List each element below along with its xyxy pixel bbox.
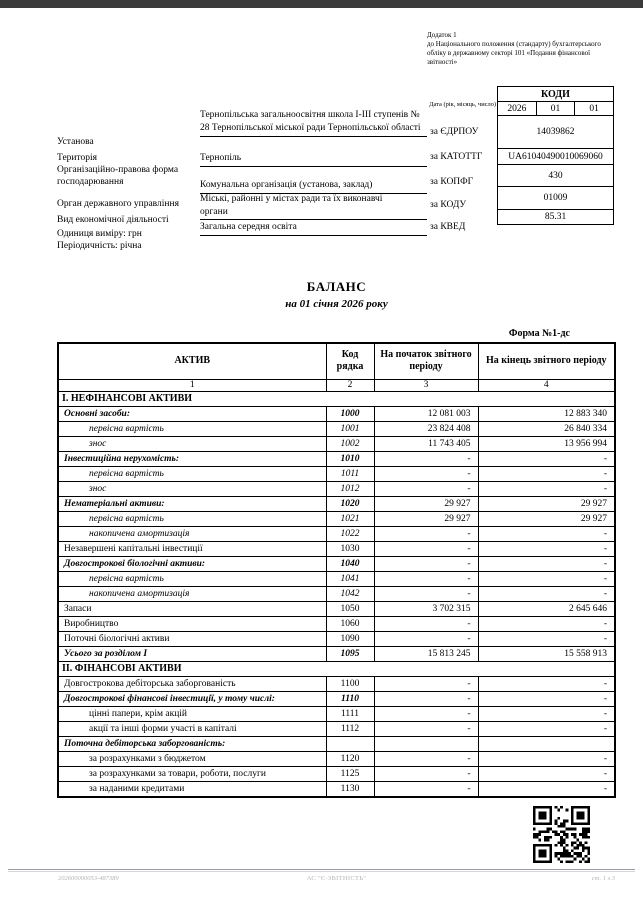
code-label-kved: за КВЕД: [430, 222, 466, 232]
table-row: [58, 571, 615, 586]
field-value-vyd: Загальна середня освіта: [200, 221, 427, 236]
row-value-start: 23 824 408: [374, 421, 478, 436]
field-label-vyd: Вид економічної діяльності: [57, 215, 169, 225]
field-value-orhan: Міські, районні у містах ради та їх виконавчі органи: [200, 194, 383, 217]
codes-title: КОДИ: [497, 86, 614, 102]
table-row: [58, 616, 615, 631]
row-value-end: -: [478, 676, 615, 691]
row-label: за розрахунками з бюджетом: [58, 751, 326, 766]
row-value-end: 12 883 340: [478, 406, 615, 421]
row-label: Виробництво: [58, 616, 326, 631]
row-label: Інвестиційна нерухомість:: [58, 451, 326, 466]
row-value-start: 15 813 245: [374, 646, 478, 661]
column-number: 4: [478, 379, 615, 391]
row-code: 1090: [326, 631, 374, 646]
row-value-end: -: [478, 721, 615, 736]
row-value-start: -: [374, 721, 478, 736]
section-label: ІІ. ФІНАНСОВІ АКТИВИ: [58, 661, 615, 676]
row-value-start: -: [374, 766, 478, 781]
footer-divider: [8, 869, 635, 872]
column-header-aktiv: АКТИВ: [58, 343, 326, 379]
table-row: [58, 691, 615, 706]
appendix-line: обліку в державному секторі 101 «Подання фінансової: [427, 49, 591, 57]
row-label: за розрахунками за товари, роботи, послуги: [58, 766, 326, 781]
appendix-line: до Національного положення (стандарту) бухгалтерського: [427, 40, 601, 48]
row-value-end: [478, 736, 615, 751]
code-label-kodu: за КОДУ: [430, 200, 467, 210]
column-header-start: На початок звітного періоду: [374, 343, 478, 379]
code-label-edrpou: за ЄДРПОУ: [430, 127, 479, 137]
table-row: [58, 556, 615, 571]
column-number: 2: [326, 379, 374, 391]
qr-code: [533, 806, 590, 863]
row-label: накопичена амортизація: [58, 586, 326, 601]
row-value-start: -: [374, 631, 478, 646]
column-number: 3: [374, 379, 478, 391]
row-code: 1021: [326, 511, 374, 526]
row-value-start: -: [374, 466, 478, 481]
row-label: Усього за розділом І: [58, 646, 326, 661]
row-value-end: -: [478, 556, 615, 571]
row-value-end: -: [478, 751, 615, 766]
appendix-note: [427, 31, 632, 67]
row-label: Запаси: [58, 601, 326, 616]
row-value-start: 11 743 405: [374, 436, 478, 451]
row-code: 1001: [326, 421, 374, 436]
codes-date-row: [497, 101, 614, 116]
table-row: [58, 721, 615, 736]
row-value-start: -: [374, 751, 478, 766]
row-code: 1022: [326, 526, 374, 541]
title-block: [57, 279, 616, 310]
row-code: 1040: [326, 556, 374, 571]
table-row: [58, 736, 615, 751]
row-code: 1030: [326, 541, 374, 556]
row-value-start: -: [374, 706, 478, 721]
date-day: 01: [574, 102, 613, 115]
section-label: І. НЕФІНАНСОВІ АКТИВИ: [58, 391, 615, 406]
row-value-end: 13 956 994: [478, 436, 615, 451]
row-code: 1041: [326, 571, 374, 586]
row-code: 1002: [326, 436, 374, 451]
row-value-end: -: [478, 481, 615, 496]
row-code: 1011: [326, 466, 374, 481]
row-value-end: -: [478, 586, 615, 601]
code-label-katottg: за КАТОТТГ: [430, 152, 483, 162]
row-label: Довгострокові біологічні активи:: [58, 556, 326, 571]
row-label: первісна вартість: [58, 421, 326, 436]
footer-page-number: ст. 1 з 3: [591, 875, 615, 882]
row-value-end: 15 558 913: [478, 646, 615, 661]
row-value-end: 29 927: [478, 496, 615, 511]
row-label: первісна вартість: [58, 571, 326, 586]
row-value-end: -: [478, 571, 615, 586]
row-value-end: -: [478, 691, 615, 706]
row-value-start: -: [374, 526, 478, 541]
table-row: [58, 766, 615, 781]
table-row: [58, 421, 615, 436]
table-row: [58, 781, 615, 797]
table-row: [58, 751, 615, 766]
code-kved-value: 85.31: [497, 209, 614, 225]
code-katottg-value: UA61040490010069060: [497, 148, 614, 165]
row-label: Нематеріальні активи:: [58, 496, 326, 511]
row-label: цінні папери, крім акцій: [58, 706, 326, 721]
row-value-end: 29 927: [478, 511, 615, 526]
page-subtitle: на 01 січня 2026 року: [285, 298, 388, 310]
page-title: БАЛАНС: [306, 279, 367, 294]
row-label: Незавершені капітальні інвестиції: [58, 541, 326, 556]
codes-panel: [497, 86, 614, 225]
column-number: 1: [58, 379, 326, 391]
row-value-start: -: [374, 586, 478, 601]
table-row: [58, 406, 615, 421]
row-value-start: [374, 736, 478, 751]
footer-system-name: АС "Є-ЗВІТНІСТЬ": [306, 875, 367, 882]
column-header-code: Код рядка: [326, 343, 374, 379]
row-value-start: 3 702 315: [374, 601, 478, 616]
field-label-ustanova: Установа: [57, 137, 94, 147]
section-row: [58, 391, 615, 406]
row-value-start: -: [374, 616, 478, 631]
row-code: 1020: [326, 496, 374, 511]
table-row: [58, 526, 615, 541]
row-code: 1000: [326, 406, 374, 421]
table-row: [58, 601, 615, 616]
table-row: [58, 481, 615, 496]
code-edrpou-value: 14039862: [497, 115, 614, 149]
row-code: 1125: [326, 766, 374, 781]
row-code: 1100: [326, 676, 374, 691]
table-body: [58, 391, 615, 797]
table-row: [58, 436, 615, 451]
row-label: за наданими кредитами: [58, 781, 326, 797]
row-label: Поточна дебіторська заборгованість:: [58, 736, 326, 751]
date-month: 01: [536, 102, 575, 115]
code-label-kopfg: за КОПФГ: [430, 177, 474, 187]
row-code: 1120: [326, 751, 374, 766]
row-value-start: -: [374, 541, 478, 556]
form-number-label: Форма №1-дс: [508, 328, 570, 339]
row-value-end: -: [478, 616, 615, 631]
row-label: Довгострокові фінансові інвестиції, у тому числі:: [58, 691, 326, 706]
periodicity: Періодичність: річна: [57, 241, 142, 251]
row-value-start: -: [374, 676, 478, 691]
row-code: 1095: [326, 646, 374, 661]
balance-table: [57, 342, 616, 798]
table-row: [58, 631, 615, 646]
row-value-end: -: [478, 781, 615, 797]
date-label: Дата (рік, місяць, число): [429, 101, 496, 108]
row-value-end: -: [478, 631, 615, 646]
row-value-end: 2 645 646: [478, 601, 615, 616]
row-value-start: 12 081 003: [374, 406, 478, 421]
field-value-orhan-rule: [200, 219, 427, 220]
row-value-end: -: [478, 766, 615, 781]
row-label: накопичена амортизація: [58, 526, 326, 541]
field-value-ustanova: Тернопільська загальноосвітня школа І-ІІІ ступенів № 28 Тернопільської міської ради Тернопільської області: [200, 109, 427, 137]
field-label-orhan: Орган державного управління: [57, 199, 179, 209]
field-label-terytoriia: Територія: [57, 153, 98, 163]
row-value-start: -: [374, 451, 478, 466]
appendix-line: звітності»: [427, 58, 458, 66]
row-code: 1050: [326, 601, 374, 616]
row-value-start: -: [374, 691, 478, 706]
row-value-start: 29 927: [374, 511, 478, 526]
row-label: знос: [58, 481, 326, 496]
row-value-end: -: [478, 526, 615, 541]
row-label: Основні засоби:: [58, 406, 326, 421]
row-label: Поточні біологічні активи: [58, 631, 326, 646]
row-value-start: -: [374, 481, 478, 496]
row-code: 1111: [326, 706, 374, 721]
field-label-orhform: Організаційно-правова форма господарювання: [57, 165, 179, 187]
table-row: [58, 466, 615, 481]
row-code: 1130: [326, 781, 374, 797]
row-value-end: -: [478, 706, 615, 721]
row-value-start: -: [374, 556, 478, 571]
appendix-line: Додаток 1: [427, 31, 457, 39]
field-value-orhform: Комунальна організація (установа, заклад): [200, 179, 427, 194]
row-code: 1112: [326, 721, 374, 736]
table-row: [58, 496, 615, 511]
code-kodu-value: 01009: [497, 186, 614, 210]
row-value-end: -: [478, 466, 615, 481]
row-code: 1012: [326, 481, 374, 496]
row-label: акції та інші форми участі в капіталі: [58, 721, 326, 736]
row-value-end: -: [478, 541, 615, 556]
date-year: 2026: [507, 103, 527, 114]
table-row: [58, 706, 615, 721]
row-value-end: -: [478, 451, 615, 466]
row-code: 1042: [326, 586, 374, 601]
row-code: 1110: [326, 691, 374, 706]
row-label: Довгострокова дебіторська заборгованість: [58, 676, 326, 691]
row-value-start: -: [374, 781, 478, 797]
section-row: [58, 661, 615, 676]
table-row: [58, 451, 615, 466]
unit-of-measure: Одиниця виміру: грн: [57, 229, 142, 239]
table-row: [58, 541, 615, 556]
row-label: первісна вартість: [58, 466, 326, 481]
row-value-start: -: [374, 571, 478, 586]
row-code: 1060: [326, 616, 374, 631]
table-row: [58, 586, 615, 601]
code-kopfg-value: 430: [497, 164, 614, 187]
table-header-row: [58, 343, 615, 379]
field-value-terytoriia: Тернопіль: [200, 152, 427, 167]
table-row: [58, 511, 615, 526]
row-code: 1010: [326, 451, 374, 466]
table-row: [58, 676, 615, 691]
column-header-end: На кінець звітного періоду: [478, 343, 615, 379]
row-value-end: 26 840 334: [478, 421, 615, 436]
footer-document-id: 202600000053-487389: [58, 875, 119, 882]
column-numbers-row: [58, 379, 615, 391]
row-code: [326, 736, 374, 751]
row-label: первісна вартість: [58, 511, 326, 526]
table-row: [58, 646, 615, 661]
row-value-start: 29 927: [374, 496, 478, 511]
row-label: знос: [58, 436, 326, 451]
top-edge-bar: [0, 0, 643, 8]
